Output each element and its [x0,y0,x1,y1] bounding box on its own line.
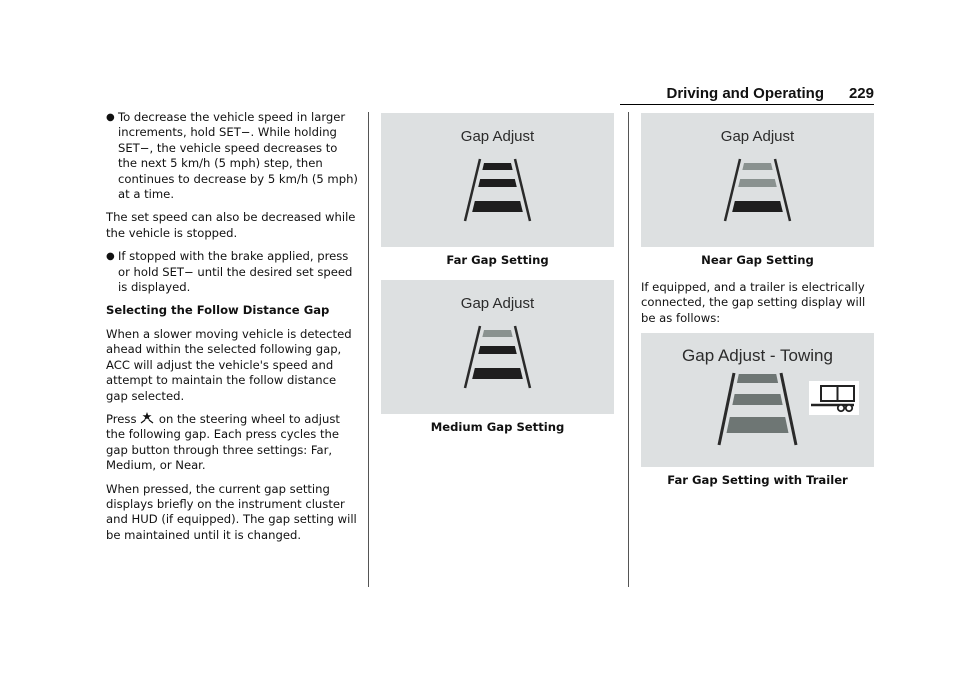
display-title: Gap Adjust [460,128,535,145]
trailer-icon [809,381,859,415]
bullet-item [106,249,358,295]
paragraph: When pressed, the current gap setting displays briefly on the instrument cluster and HUD (if equipped). The gap setting will be maintained until it is changed. [106,481,357,542]
lane-line-left [719,373,734,445]
far-gap-display [381,113,614,247]
gap-bars-graphic [381,280,614,414]
near-gap-display [641,113,874,247]
gap-bar [472,368,523,379]
lane-line-right [781,373,796,445]
column-divider-2 [628,112,629,587]
press-word: Press [106,411,137,426]
subheading: Selecting the Follow Distance Gap [106,303,330,318]
column-divider-1 [368,112,369,587]
page-number: 229 [848,85,874,102]
follow-gap-car-icon [140,412,154,424]
section-title: Driving and Operating [666,85,824,102]
gap-bar [732,201,783,212]
gap-bars-graphic [641,113,874,247]
bullet-icon: ● [106,112,115,123]
gap-bar [482,163,512,170]
paragraph: The set speed can also be decreased while the vehicle is stopped. [106,210,356,240]
figure-caption: Near Gap Setting [701,253,814,267]
paragraph: When a slower moving vehicle is detected ahead within the selected following gap, ACC will adjust the vehicle's speed and attempt to maintain the follow distance gap selected. [106,326,352,403]
gap-bar [472,201,523,212]
medium-gap-display [381,280,614,414]
gap-bar [732,394,782,405]
page-header [0,82,874,106]
figure-caption: Far Gap Setting [446,253,549,267]
figure-caption: Far Gap Setting with Trailer [667,473,848,487]
figure-caption: Medium Gap Setting [430,420,565,434]
paragraph-gap-button [106,412,358,474]
gap-bar [478,179,517,187]
towing-gap-display [641,333,874,467]
bullet-text: To decrease the vehicle speed in larger increments, hold SET−. While holding SET−, the vehicle speed decreases to the next 5 km/h (5 mph) step, then continues to decrease by 5 km/h (5 mph) at a time. [118,110,358,202]
column-1 [106,110,358,551]
gap-bar [738,179,777,187]
paragraph-text: on the steering wheel to adjust the following gap. Each press cycles the gap button through three settings: Far, Medium, or Near. [106,411,340,473]
gap-bars-graphic [381,113,614,247]
gap-bar [478,346,517,354]
display-title: Gap Adjust [460,295,535,312]
bullet-text: If stopped with the brake applied, press or hold SET− until the desired set speed is displayed. [118,249,353,295]
header-rule [620,104,874,105]
bullet-item [106,110,358,202]
bullet-icon: ● [106,251,115,263]
towing-paragraph: If equipped, and a trailer is electrically connected, the gap setting display will be as follows: [641,280,866,325]
gap-bar [482,330,512,337]
gap-bar [737,374,778,383]
display-title: Gap Adjust - Towing [682,346,833,365]
display-title: Gap Adjust [720,128,795,145]
gap-bar [727,417,789,433]
gap-bar [742,163,772,170]
